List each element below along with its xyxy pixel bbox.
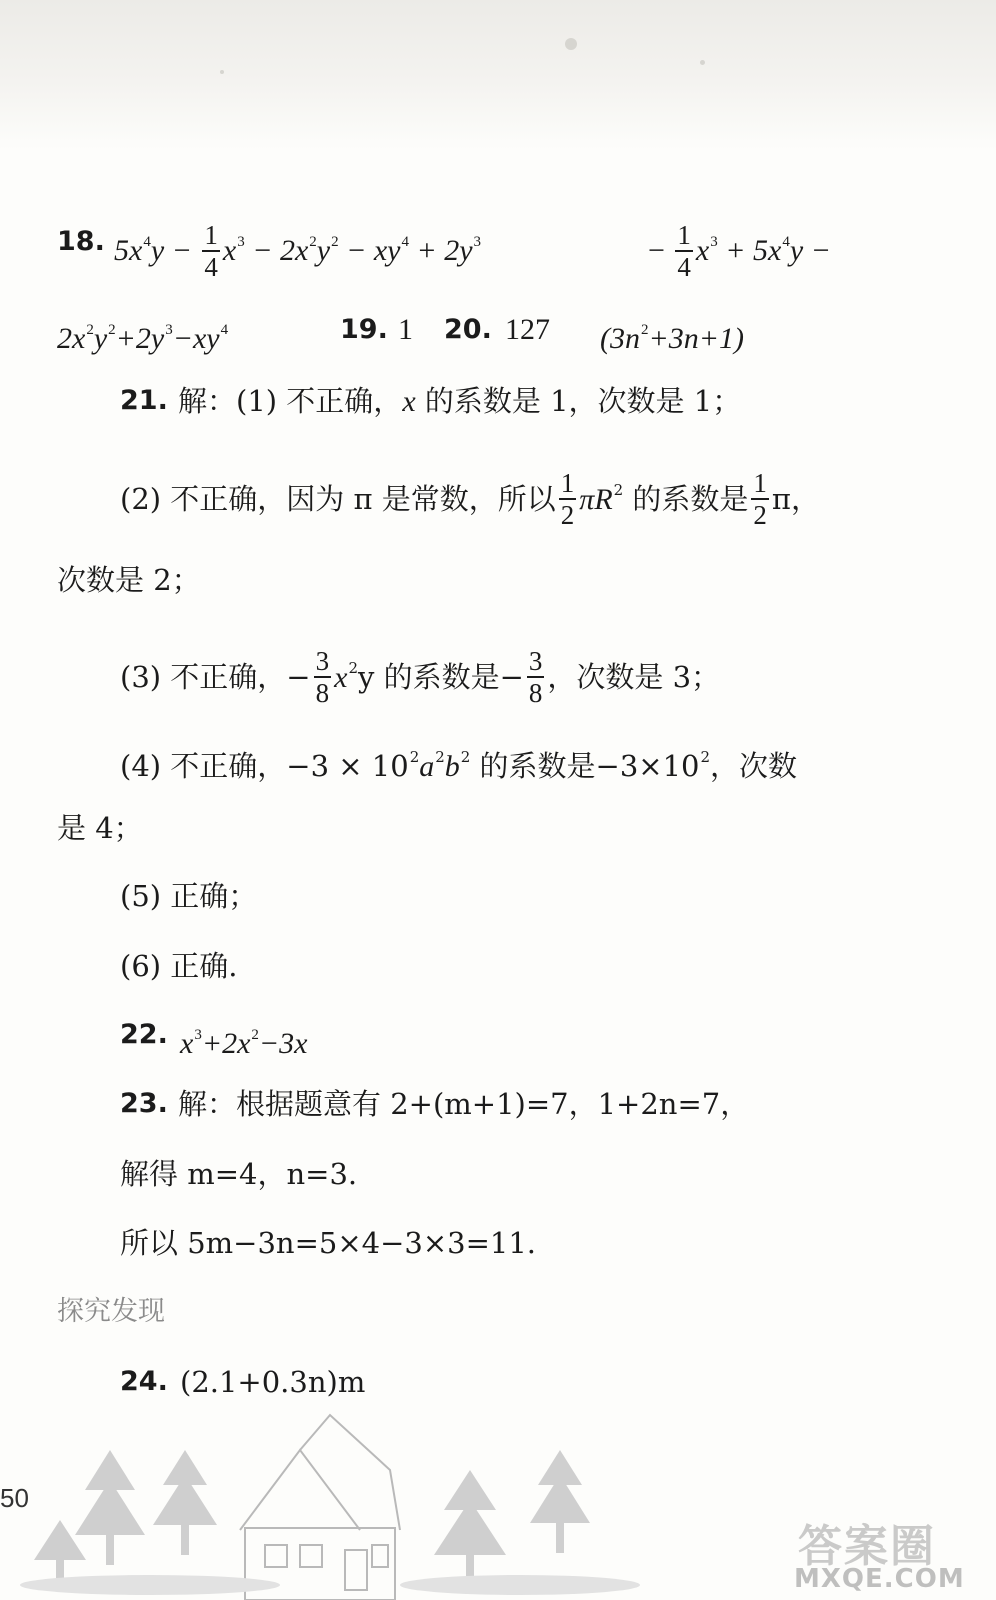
q21-part5: (5) 正确；: [120, 879, 258, 913]
q22-answer: $x^3+2x^2-3x$: [180, 1027, 308, 1060]
q19-label: 19.: [340, 314, 388, 345]
q18-answer-2: − $\frac{1}{4}$ $x^3 + 5x^4y$ −: [648, 219, 831, 282]
q23-label: 23.: [120, 1088, 168, 1119]
q21-part2: (2) 不正确，因为 π 是常数，所以 $\frac{1}{2}$ $\pi R^2$ 的系数是 $\frac{1}{2}$ π，: [120, 467, 820, 530]
q21-label: 21.: [120, 385, 168, 416]
watermark-top: 答案圈: [798, 1521, 936, 1572]
fraction: $\frac{3}{8}$: [315, 645, 330, 708]
q21-part2-cont: 次数是 2；: [57, 563, 201, 597]
fraction: $\frac{1}{2}$: [560, 467, 575, 530]
fraction: $\frac{1}{4}$: [677, 219, 691, 282]
q23-text-1: 解：根据题意有 2+(m+1)=7，1+2n=7，: [178, 1087, 750, 1121]
q18-answer-2-cont: $2x^2y^2+2y^3-xy^4$: [57, 322, 229, 355]
q18-answer-1: $5x^4y$ − $\frac{1}{4}$ $x^3 - 2x^2y^2 - xy^4 + 2y^3$: [114, 219, 482, 282]
q22-label: 22.: [120, 1019, 168, 1050]
q24-label: 24.: [120, 1366, 168, 1397]
q23-text-3: 所以 5m−3n=5×4−3×3=11.: [120, 1226, 537, 1260]
q21-part6: (6) 正确.: [120, 949, 238, 983]
q24-answer: (2.1+0.3n)m: [180, 1365, 366, 1399]
q20-answer: 127: [505, 313, 550, 346]
q21-part3: (3) 不正确，− $\frac{3}{8}$ $x^2y$ 的系数是− $\frac{3}{8}$ ，次数是 3；: [120, 645, 721, 708]
q21-part4-cont: 是 4；: [57, 811, 143, 845]
q20-label: 20.: [444, 314, 492, 345]
watermark-bottom: MXQE.COM: [794, 1564, 965, 1594]
fraction: $\frac{1}{2}$: [753, 467, 767, 530]
q21-part1: 解：(1) 不正确，x 的系数是 1，次数是 1；: [178, 384, 742, 418]
q19-answer: 1: [398, 313, 413, 346]
fraction: $\frac{1}{4}$: [204, 219, 218, 282]
page-number: 50: [0, 1483, 29, 1513]
q23-text-2: 解得 m=4，n=3.: [120, 1157, 358, 1191]
q18-label: 18.: [57, 226, 105, 257]
watermark: [788, 1510, 996, 1600]
fraction: $\frac{3}{8}$: [528, 645, 543, 708]
page-top-band: [0, 0, 996, 150]
section-title: 探究发现: [57, 1296, 165, 1327]
q21-part4: (4) 不正确，$-3 \times 10^2a^2b^2$ 的系数是$-3\times 10^2$，次数: [120, 748, 798, 783]
q20-formula: $(3n^2+3n+1)$: [600, 322, 744, 355]
